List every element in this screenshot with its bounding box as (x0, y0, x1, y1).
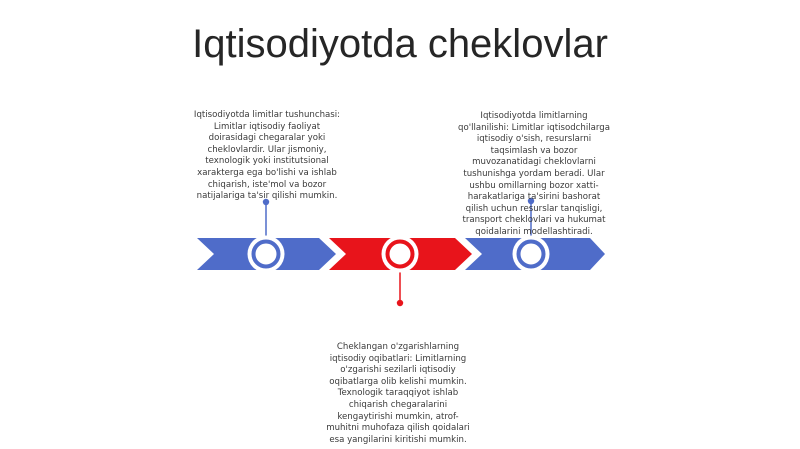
milestone-text-1 (188, 110, 346, 203)
milestone-3-line: qo'llanilishi: Limitlar iqtisodchilarga (458, 122, 610, 133)
milestone-3-line: taqsimlash va bozor (490, 145, 578, 156)
milestone-3-line: Iqtisodiyotda limitlarning (480, 111, 588, 121)
milestone-1-line: cheklovlardir. Ular jismoniy, (207, 144, 327, 155)
milestone-3-line: transport cheklovlari va hukumat (462, 215, 606, 226)
milestone-text-2 (322, 342, 474, 446)
milestone-3-line: iqtisodiy o'sish, resurslarni (476, 134, 592, 145)
milestone-2-line: Texnologik taraqqiyot ishlab (337, 388, 459, 399)
milestone-marker-2 (388, 242, 413, 267)
milestone-3-line: harakatlariga ta'sirini bashorat (467, 192, 601, 203)
milestone-2-line: iqtisodiy oqibatlari: Limitlarning (329, 353, 467, 364)
milestone-1-line: doirasidagi chegaralar yoki (208, 133, 326, 144)
milestone-3-line: qoidalarini modellashtiradi. (475, 226, 593, 237)
milestone-2-line: chiqarish chegaralarini (348, 399, 448, 410)
milestone-1-line: natijalariga ta'sir qilishi mumkin. (196, 191, 338, 202)
milestone-1-line: chiqarish, iste'mol va bozor (207, 179, 327, 190)
milestone-2-line: Cheklangan o'zgarishlarning (336, 342, 460, 352)
milestone-1-line: texnologik yoki institutsional (205, 156, 329, 167)
milestone-marker-1 (254, 242, 279, 267)
connector-dot-2 (397, 300, 403, 306)
milestone-3-line: muvozanatidagi cheklovlarni (472, 157, 596, 168)
milestone-text-3 (456, 111, 612, 239)
milestone-1-line: Iqtisodiyotda limitlar tushunchasi: (193, 110, 341, 120)
milestone-1-line: Limitlar iqtisodiy faoliyat (213, 121, 321, 132)
milestone-2-line: esa yangilarini kiritishi mumkin. (329, 434, 467, 445)
milestone-marker-3 (519, 242, 544, 267)
milestone-2-line: o'zgarishi sezilarli iqtisodiy (340, 365, 456, 376)
milestone-2-line: kengaytirishi mumkin, atrof- (337, 411, 459, 422)
milestone-2-line: oqibatlarga olib kelishi mumkin. (329, 376, 467, 387)
milestone-3-line: ushbu omillarning bozor xatti- (469, 180, 599, 191)
milestone-3-line: qilish uchun resurslar tanqisligi, (465, 203, 603, 214)
milestone-3-line: tushunishga yordam beradi. Ular (463, 168, 605, 179)
milestone-1-line: xarakterga ega bo'lishi va ishlab (197, 167, 337, 178)
milestone-2-line: muhitni muhofaza qilish qoidalari (326, 423, 470, 434)
slide-title: Iqtisodiyotda cheklovlar (192, 22, 608, 66)
